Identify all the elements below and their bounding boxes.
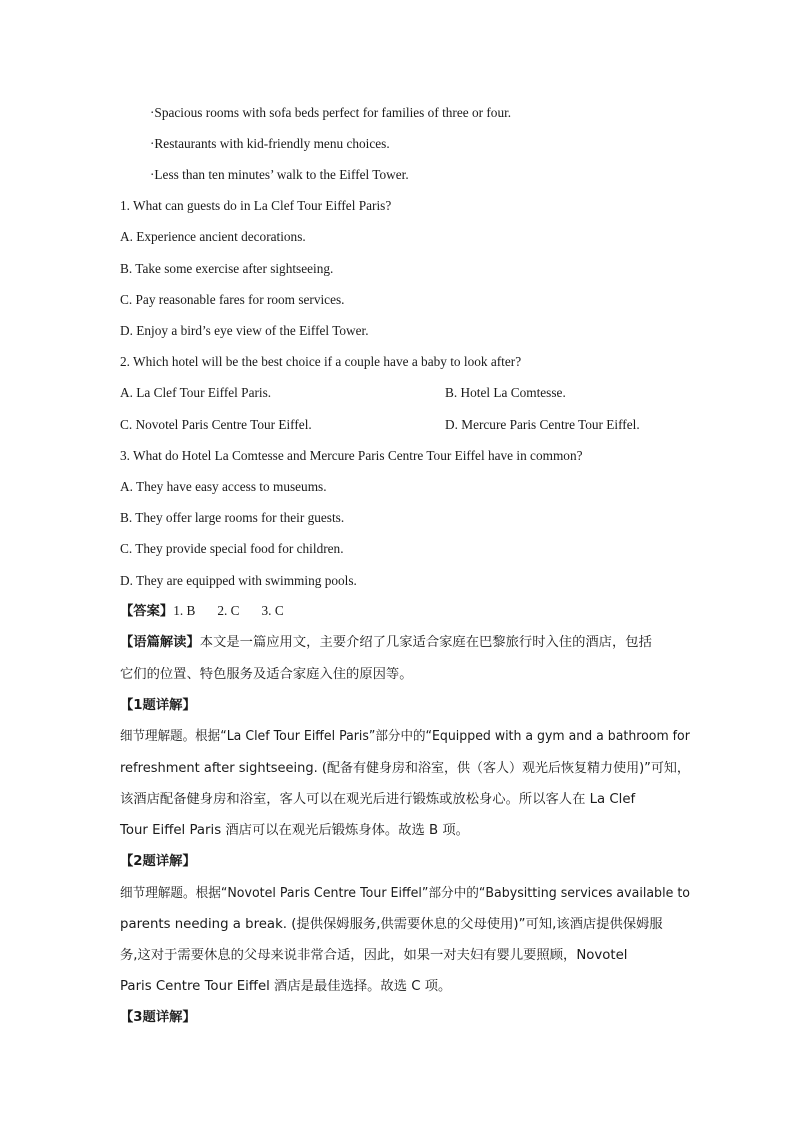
question-3-option-d: D. They are equipped with swimming pools.	[120, 573, 357, 588]
explain-1-line-3: 该酒店配备健身房和浴室，客人可以在观光后进行锻炼或放松身心。所以客人在 La Clef	[120, 792, 636, 807]
answer-item-1: 1. B	[173, 603, 196, 618]
explain-2-line-1: 细节理解题。根据“Novotel Paris Centre Tour Eiffel”部分中的“Babysitting services available to	[120, 886, 690, 901]
explain-1-line-4: Tour Eiffel Paris 酒店可以在观光后锻炼身体。故选 B 项。	[120, 823, 469, 838]
interpretation-line-1	[120, 634, 652, 652]
explain-1-heading: 【1题详解】	[120, 698, 196, 713]
interpretation-line-2: 它们的位置、特色服务及适合家庭入住的原因等。	[120, 667, 413, 682]
question-2-option-b: B. Hotel La Comtesse.	[445, 385, 566, 400]
interpretation-label: 【语篇解读】	[120, 635, 200, 650]
answer-line	[120, 602, 284, 621]
question-3-option-b: B. They offer large rooms for their guests.	[120, 510, 345, 525]
answer-item-2: 2. C	[217, 603, 240, 618]
bullet-spacious-rooms: ·Spacious rooms with sofa beds perfect for families of three or four.	[150, 105, 512, 120]
question-1-option-d: D. Enjoy a bird’s eye view of the Eiffel Tower.	[120, 323, 369, 338]
question-2-option-c: C. Novotel Paris Centre Tour Eiffel.	[120, 417, 312, 432]
question-2-option-a: A. La Clef Tour Eiffel Paris.	[120, 385, 272, 400]
explain-2-heading: 【2题详解】	[120, 854, 196, 869]
question-1-option-b: B. Take some exercise after sightseeing.	[120, 261, 334, 276]
question-3-option-a: A. They have easy access to museums.	[120, 479, 327, 494]
interpretation-text-1: 本文是一篇应用文，主要介绍了几家适合家庭在巴黎旅行时入住的酒店，包括	[199, 635, 652, 650]
question-1-stem: 1. What can guests do in La Clef Tour Eiffel Paris?	[120, 198, 392, 213]
explain-3-heading: 【3题详解】	[120, 1010, 196, 1025]
explain-1-line-2: refreshment after sightseeing. (配备有健身房和浴室，供（客人）观光后恢复精力使用)”可知，	[120, 761, 690, 776]
bullet-restaurants: ·Restaurants with kid-friendly menu choices.	[150, 136, 390, 151]
answer-label: 【答案】	[120, 604, 174, 619]
question-2-stem: 2. Which hotel will be the best choice if a couple have a baby to look after?	[120, 354, 522, 369]
explain-1-line-1: 细节理解题。根据“La Clef Tour Eiffel Paris”部分中的“Equipped with a gym and a bathroom for	[120, 729, 690, 744]
explain-2-line-2: parents needing a break. (提供保姆服务,供需要休息的父母使用)”可知,该酒店提供保姆服	[120, 917, 663, 932]
question-3-stem: 3. What do Hotel La Comtesse and Mercure Paris Centre Tour Eiffel have in common?	[120, 448, 583, 463]
bullet-walk-distance: ·Less than ten minutes’ walk to the Eiffel Tower.	[150, 167, 409, 182]
question-1-option-a: A. Experience ancient decorations.	[120, 229, 306, 244]
question-3-option-c: C. They provide special food for children.	[120, 541, 344, 556]
explain-2-line-4: Paris Centre Tour Eiffel 酒店是最佳选择。故选 C 项。	[120, 979, 452, 994]
explain-2-line-3: 务,这对于需要休息的父母来说非常合适，因此，如果一对夫妇有婴儿要照顾，Novotel	[120, 948, 628, 963]
question-1-option-c: C. Pay reasonable fares for room services.	[120, 292, 345, 307]
answer-item-3: 3. C	[261, 603, 284, 618]
question-2-option-d: D. Mercure Paris Centre Tour Eiffel.	[445, 417, 640, 432]
